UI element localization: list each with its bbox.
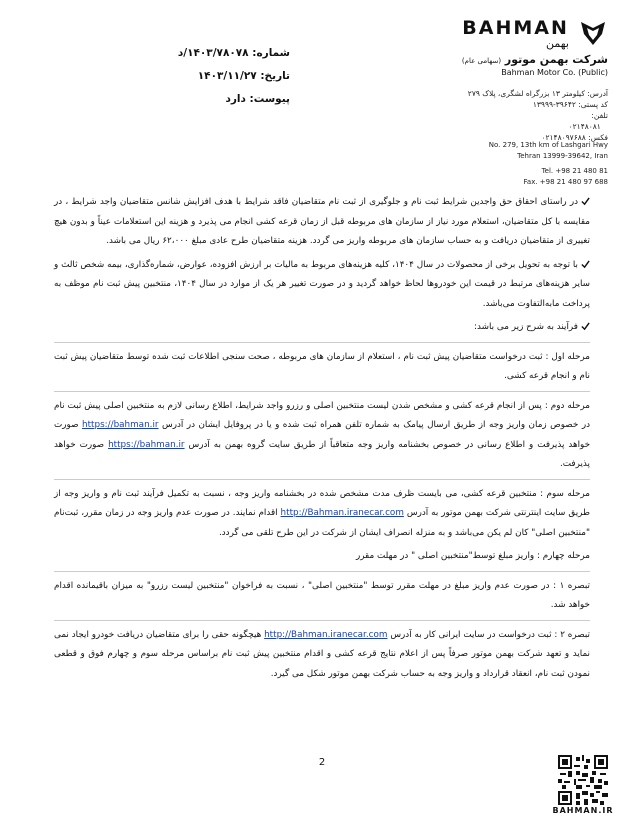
checkmark-bullet-icon [581,197,590,206]
contact-fa-block [378,88,608,143]
company-type-fa: (سهامی عام) [461,57,502,65]
paragraph-1: در راستای احقاق حق واجدین شرایط ثبت نام و جلوگیری از ثبت نام متقاضیان فاقد شرایط با هدف افزایش شانس متقاضیان واجد شرایط ، در مقایسه با کل متقاضیان، استعلام مورد نیاز از سازمان های مربوطه قبل از زمان قرعه کشی انجام می پذیرد و هزینه این استعلامات عیناً و بدون هیچ تغییری از متقاضیان دریافت و به حساب سازمان های مربوطه واریز می گردد. هزینه متقاضیان طرح عادی مبلغ ۶۲،۰۰۰ ریال می باشد. [54,197,590,246]
step-1: مرحله اول : ثبت درخواست متقاضیان پیش ثبت نام ، استعلام از سازمان های مربوطه ، صحت سنجی اطلاعات ثبت شده توسط متقاضیان پیش ثبت نام و انجام قرعه کشی. [54,351,590,381]
qr-caption: BAHMAN.IR [552,806,614,815]
paragraph-2: با توجه به تحویل برخی از محصولات در سال ۱۴۰۴، کلیه هزینه‌های مربوط به مالیات بر ارزش افزوده، عوارض، شماره‌گذاری، بیمه شخص ثالث و سایر هزینه‌های مرتبط در قیمت این خودروها لحاظ خواهد گردید و در صورت تغییر هر یک از موارد در سال ۱۴۰۴، منتخبین پیش ثبت نام موظف به پرداخت مابه‌التفاوت می‌باشد. [54,259,590,309]
note-1: تبصره ۱ : در صورت عدم واریز مبلغ در مهلت مقرر توسط "منتخبین اصلی" ، نسبت به فراخوان "منتخبین لیست رزرو" به میزان باقیمانده اقدام خواهد شد. [54,580,590,610]
fax-fa: ۰۲۱۴۸۰۹۷۶۸۸ [541,133,586,142]
letter-body [54,193,590,688]
contact-en-block [378,140,608,187]
letter-date: ۱۴۰۳/۱۱/۲۷ [197,70,257,82]
tel-label-fa: تلفن: [591,111,608,120]
company-name-fa: شرکت بهمن موتور [504,53,608,66]
divider [54,620,590,621]
paragraph-3: فرآیند به شرح زیر می باشد: [54,318,590,338]
fax-en: Fax. +98 21 480 97 688 [523,177,608,186]
bahman-link-2[interactable]: https://bahman.ir [108,439,185,450]
iranecar-link-2[interactable]: http://Bahman.iranecar.com [264,629,388,640]
tel-en: Tel. +98 21 480 81 [541,167,608,175]
address-en-line2: Tehran 13999-39642, Iran [517,151,608,160]
tel-fa: ۰۲۱۴۸۰۸۱ [568,122,601,131]
page-number: 2 [318,757,326,768]
postal-code-fa: کد پستی: ۳۹۶۴۲-۱۳۹۹۹ [532,100,608,109]
letter-attachment: دارد [225,93,246,105]
bahman-link-1[interactable]: https://bahman.ir [82,420,159,430]
step-3: مرحله سوم : منتخبین قرعه کشی، می بایست ظرف مدت مشخص شده در بخشنامه واریز وجه ، نسبت به تکمیل فرآیند ثبت نام و واریز وجه از طریق سایت اینترنتی شرکت بهمن موتور به آدرس http://Bahman.iranecar.com اقدام نمایند. در صورت عدم واریز وجه در زمان مقرر، ثبت‌نام "منتخبین اصلی" کان لم یکن می‌باشد و به منزله انصراف ایشان از شرکت در این طرح تلقی می گردد. [54,488,590,538]
divider [54,479,590,480]
note-2: تبصره ۲ : ثبت درخواست در سایت ایرانی کار به آدرس http://Bahman.iranecar.com هیچگونه حقی را برای متقاضیان دریافت خودرو ایجاد نمی نماید و تعهد شرکت بهمن موتور صرفاً پس از اعلام نتایج قرعه کشی و اقدام منتخبین پیش ثبت نام براساس مرحله سوم و چهارم فوق و قطعی نمودن ثبت نام، انعقاد قرارداد و واریز وجه به حساب شرکت بهمن موتور شکل می گیرد. [54,629,591,679]
letter-meta [110,42,290,111]
address-fa: آدرس: کیلومتر ۱۳ بزرگراه لشگری، پلاک ۲۷۹ [467,89,608,98]
divider [54,342,590,343]
fax-label-fa: فکس: [588,133,608,142]
date-label: تاریخ: [260,70,290,82]
number-label: شماره: [252,47,290,59]
company-name-block [388,53,608,77]
bahman-emblem-icon [578,18,608,48]
logo-brand-en: BAHMAN [462,17,569,39]
qr-code-icon[interactable] [558,755,608,805]
step-2: مرحله دوم : پس از انجام قرعه کشی و مشخص شدن لیست منتخبین اصلی و رزرو واجد شرایط، اطلاع رسانی لازم به منتخبین اصلی پیش ثبت نام در خصوص زمان واریز وجه از طریق ارسال پیامک به شماره تلفن همراه ثبت شده و یا در پروفایل ایشان در آدرس https://bahman.ir صورت خواهد پذیرفت و اطلاع رسانی در خصوص بخشنامه واریز وجه متعاقباً از طریق سایت گروه بهمن به آدرس https://bahman.ir صورت خواهد پذیرفت. [54,400,591,469]
company-logo [408,18,608,50]
checkmark-bullet-icon [581,322,590,331]
divider [54,571,590,572]
step-4: مرحله چهارم : واریز مبلغ توسط"منتخبین اصلی " در مهلت مقرر [355,551,590,561]
company-name-en: Bahman Motor Co. (Public) [501,68,608,77]
attachment-label: پیوست: [249,93,290,105]
checkmark-bullet-icon [581,260,590,269]
letter-number: ۱۴۰۳/۷۸۰۷۸/د [177,47,249,59]
iranecar-link-1[interactable]: http://Bahman.iranecar.com [280,508,404,518]
address-en-line1: No. 279, 13th km of Lashgari Hwy [488,141,608,149]
logo-brand-fa: بهمن [546,37,569,50]
divider [54,391,590,392]
